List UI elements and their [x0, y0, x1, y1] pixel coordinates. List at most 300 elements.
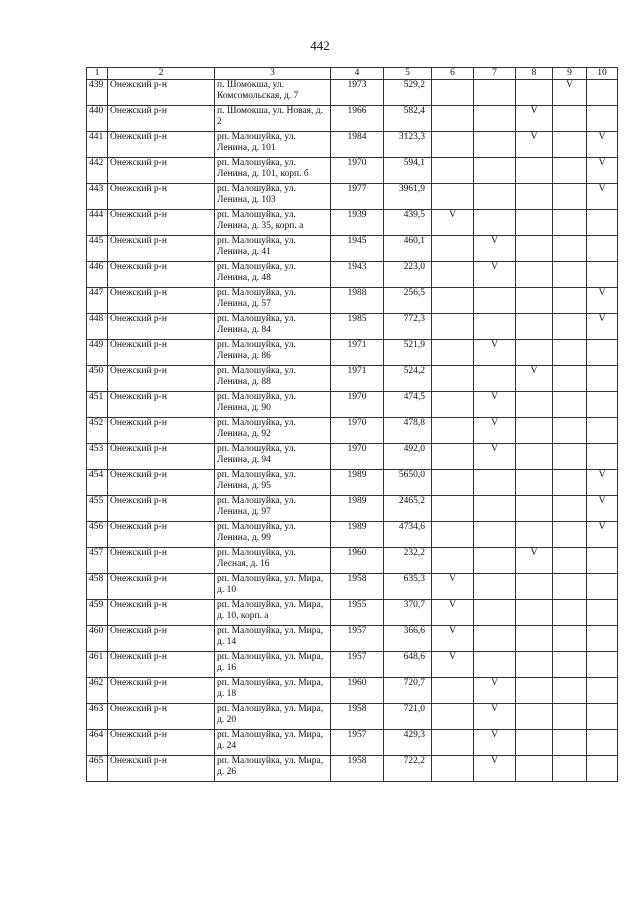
row-number: 448 — [87, 314, 108, 340]
table-row — [87, 418, 618, 444]
mark-cell-9 — [553, 574, 587, 600]
year-cell: 1984 — [331, 132, 384, 158]
table-row — [87, 756, 618, 782]
mark-cell-10: V — [587, 288, 618, 314]
address-cell: рп. Малошуйка, ул. Ленина, д. 88 — [215, 366, 331, 392]
year-cell: 1970 — [331, 392, 384, 418]
mark-cell-6: V — [432, 600, 474, 626]
table-row — [87, 106, 618, 132]
mark-cell-8 — [516, 288, 553, 314]
address-cell: п. Шомокша, ул. Комсомольская, д. 7 — [215, 80, 331, 106]
mark-cell-8 — [516, 444, 553, 470]
mark-cell-9 — [553, 106, 587, 132]
mark-cell-8 — [516, 496, 553, 522]
column-header-1: 1 — [87, 68, 108, 80]
year-cell: 1973 — [331, 80, 384, 106]
mark-cell-9 — [553, 210, 587, 236]
address-cell: рп. Малошуйка, ул. Ленина, д. 35, корп. а — [215, 210, 331, 236]
mark-cell-9 — [553, 756, 587, 782]
mark-cell-9 — [553, 158, 587, 184]
mark-cell-8 — [516, 522, 553, 548]
area-cell: 524,2 — [384, 366, 432, 392]
district-cell: Онежский р-н — [108, 626, 215, 652]
year-cell: 1970 — [331, 158, 384, 184]
mark-cell-8 — [516, 470, 553, 496]
table-row — [87, 730, 618, 756]
row-number: 459 — [87, 600, 108, 626]
mark-cell-8 — [516, 704, 553, 730]
mark-cell-8 — [516, 314, 553, 340]
row-number: 457 — [87, 548, 108, 574]
year-cell: 1958 — [331, 574, 384, 600]
mark-cell-6 — [432, 756, 474, 782]
address-cell: рп. Малошуйка, ул. Мира, д. 16 — [215, 652, 331, 678]
column-header-4: 4 — [331, 68, 384, 80]
mark-cell-7 — [474, 184, 516, 210]
district-cell: Онежский р-н — [108, 652, 215, 678]
mark-cell-10 — [587, 626, 618, 652]
table-row — [87, 210, 618, 236]
mark-cell-8 — [516, 652, 553, 678]
mark-cell-9 — [553, 132, 587, 158]
district-cell: Онежский р-н — [108, 236, 215, 262]
table-header — [87, 68, 618, 80]
mark-cell-8: V — [516, 106, 553, 132]
address-cell: рп. Малошуйка, ул. Мира, д. 24 — [215, 730, 331, 756]
mark-cell-7 — [474, 314, 516, 340]
district-cell: Онежский р-н — [108, 262, 215, 288]
area-cell: 4734,6 — [384, 522, 432, 548]
address-cell: рп. Малошуйка, ул. Ленина, д. 48 — [215, 262, 331, 288]
district-cell: Онежский р-н — [108, 522, 215, 548]
year-cell: 1957 — [331, 626, 384, 652]
row-number: 453 — [87, 444, 108, 470]
mark-cell-10: V — [587, 522, 618, 548]
district-cell: Онежский р-н — [108, 184, 215, 210]
address-cell: рп. Малошуйка, ул. Ленина, д. 103 — [215, 184, 331, 210]
mark-cell-7 — [474, 210, 516, 236]
area-cell: 648,6 — [384, 652, 432, 678]
mark-cell-6 — [432, 730, 474, 756]
year-cell: 1945 — [331, 236, 384, 262]
table-row — [87, 314, 618, 340]
district-cell: Онежский р-н — [108, 366, 215, 392]
mark-cell-10 — [587, 262, 618, 288]
year-cell: 1960 — [331, 548, 384, 574]
mark-cell-8: V — [516, 132, 553, 158]
mark-cell-7 — [474, 652, 516, 678]
row-number: 447 — [87, 288, 108, 314]
mark-cell-6 — [432, 678, 474, 704]
mark-cell-9 — [553, 652, 587, 678]
table-row — [87, 288, 618, 314]
mark-cell-7 — [474, 80, 516, 106]
mark-cell-7 — [474, 574, 516, 600]
address-cell: рп. Малошуйка, ул. Мира, д. 20 — [215, 704, 331, 730]
row-number: 450 — [87, 366, 108, 392]
row-number: 449 — [87, 340, 108, 366]
district-cell: Онежский р-н — [108, 704, 215, 730]
mark-cell-7 — [474, 522, 516, 548]
mark-cell-7: V — [474, 418, 516, 444]
mark-cell-6 — [432, 548, 474, 574]
mark-cell-6 — [432, 236, 474, 262]
mark-cell-8 — [516, 678, 553, 704]
mark-cell-6 — [432, 80, 474, 106]
mark-cell-9 — [553, 392, 587, 418]
district-cell: Онежский р-н — [108, 106, 215, 132]
row-number: 446 — [87, 262, 108, 288]
mark-cell-10 — [587, 106, 618, 132]
mark-cell-9 — [553, 730, 587, 756]
mark-cell-6 — [432, 392, 474, 418]
year-cell: 1943 — [331, 262, 384, 288]
mark-cell-9 — [553, 626, 587, 652]
address-cell: рп. Малошуйка, ул. Ленина, д. 101 — [215, 132, 331, 158]
mark-cell-7 — [474, 470, 516, 496]
address-cell: рп. Малошуйка, ул. Мира, д. 10 — [215, 574, 331, 600]
year-cell: 1989 — [331, 522, 384, 548]
year-cell: 1971 — [331, 340, 384, 366]
area-cell: 721,0 — [384, 704, 432, 730]
column-header-9: 9 — [553, 68, 587, 80]
mark-cell-8 — [516, 756, 553, 782]
mark-cell-9 — [553, 522, 587, 548]
column-header-2: 2 — [108, 68, 215, 80]
address-cell: п. Шомокша, ул. Новая, д. 2 — [215, 106, 331, 132]
year-cell: 1939 — [331, 210, 384, 236]
mark-cell-8 — [516, 418, 553, 444]
row-number: 441 — [87, 132, 108, 158]
mark-cell-8 — [516, 236, 553, 262]
row-number: 456 — [87, 522, 108, 548]
mark-cell-10 — [587, 366, 618, 392]
district-cell: Онежский р-н — [108, 392, 215, 418]
mark-cell-10 — [587, 678, 618, 704]
district-cell: Онежский р-н — [108, 288, 215, 314]
mark-cell-10 — [587, 210, 618, 236]
row-number: 440 — [87, 106, 108, 132]
mark-cell-7: V — [474, 262, 516, 288]
year-cell: 1971 — [331, 366, 384, 392]
table-row — [87, 574, 618, 600]
mark-cell-7: V — [474, 730, 516, 756]
mark-cell-9 — [553, 314, 587, 340]
table-row — [87, 652, 618, 678]
mark-cell-6 — [432, 418, 474, 444]
row-number: 458 — [87, 574, 108, 600]
mark-cell-6 — [432, 132, 474, 158]
mark-cell-10 — [587, 756, 618, 782]
mark-cell-6: V — [432, 210, 474, 236]
column-header-10: 10 — [587, 68, 618, 80]
mark-cell-9 — [553, 340, 587, 366]
mark-cell-10 — [587, 392, 618, 418]
district-cell: Онежский р-н — [108, 574, 215, 600]
mark-cell-6 — [432, 366, 474, 392]
table-row — [87, 470, 618, 496]
table-row — [87, 704, 618, 730]
mark-cell-10: V — [587, 132, 618, 158]
area-cell: 370,7 — [384, 600, 432, 626]
year-cell: 1977 — [331, 184, 384, 210]
mark-cell-10 — [587, 340, 618, 366]
column-header-5: 5 — [384, 68, 432, 80]
year-cell: 1970 — [331, 444, 384, 470]
row-number: 442 — [87, 158, 108, 184]
address-cell: рп. Малошуйка, ул. Ленина, д. 86 — [215, 340, 331, 366]
mark-cell-10: V — [587, 496, 618, 522]
mark-cell-9 — [553, 470, 587, 496]
row-number: 464 — [87, 730, 108, 756]
area-cell: 478,8 — [384, 418, 432, 444]
mark-cell-8 — [516, 340, 553, 366]
district-cell: Онежский р-н — [108, 314, 215, 340]
row-number: 439 — [87, 80, 108, 106]
mark-cell-8 — [516, 730, 553, 756]
address-cell: рп. Малошуйка, ул. Мира, д. 26 — [215, 756, 331, 782]
row-number: 445 — [87, 236, 108, 262]
row-number: 460 — [87, 626, 108, 652]
mark-cell-7 — [474, 496, 516, 522]
table-row — [87, 678, 618, 704]
table-row — [87, 444, 618, 470]
area-cell: 521,9 — [384, 340, 432, 366]
mark-cell-8 — [516, 80, 553, 106]
area-cell: 366,6 — [384, 626, 432, 652]
area-cell: 635,3 — [384, 574, 432, 600]
mark-cell-10: V — [587, 470, 618, 496]
district-cell: Онежский р-н — [108, 158, 215, 184]
year-cell: 1957 — [331, 730, 384, 756]
mark-cell-7 — [474, 288, 516, 314]
table-row — [87, 366, 618, 392]
mark-cell-6 — [432, 444, 474, 470]
row-number: 452 — [87, 418, 108, 444]
address-cell: рп. Малошуйка, ул. Мира, д. 18 — [215, 678, 331, 704]
year-cell: 1957 — [331, 652, 384, 678]
mark-cell-10 — [587, 730, 618, 756]
mark-cell-9 — [553, 548, 587, 574]
housing-table — [86, 67, 618, 782]
mark-cell-8 — [516, 158, 553, 184]
header-row — [87, 68, 618, 80]
district-cell: Онежский р-н — [108, 444, 215, 470]
district-cell: Онежский р-н — [108, 678, 215, 704]
table-row — [87, 392, 618, 418]
district-cell: Онежский р-н — [108, 80, 215, 106]
mark-cell-7 — [474, 626, 516, 652]
address-cell: рп. Малошуйка, ул. Ленина, д. 92 — [215, 418, 331, 444]
year-cell: 1958 — [331, 756, 384, 782]
mark-cell-9 — [553, 678, 587, 704]
district-cell: Онежский р-н — [108, 756, 215, 782]
area-cell: 722,2 — [384, 756, 432, 782]
mark-cell-10 — [587, 444, 618, 470]
mark-cell-9 — [553, 366, 587, 392]
year-cell: 1970 — [331, 418, 384, 444]
mark-cell-9 — [553, 444, 587, 470]
address-cell: рп. Малошуйка, ул. Ленина, д. 90 — [215, 392, 331, 418]
mark-cell-8 — [516, 262, 553, 288]
row-number: 455 — [87, 496, 108, 522]
year-cell: 1985 — [331, 314, 384, 340]
area-cell: 429,3 — [384, 730, 432, 756]
mark-cell-10 — [587, 652, 618, 678]
row-number: 462 — [87, 678, 108, 704]
address-cell: рп. Малошуйка, ул. Ленина, д. 95 — [215, 470, 331, 496]
mark-cell-10: V — [587, 158, 618, 184]
mark-cell-10 — [587, 236, 618, 262]
mark-cell-9 — [553, 496, 587, 522]
mark-cell-6: V — [432, 652, 474, 678]
area-cell: 460,1 — [384, 236, 432, 262]
mark-cell-6 — [432, 262, 474, 288]
mark-cell-9 — [553, 418, 587, 444]
mark-cell-7: V — [474, 392, 516, 418]
mark-cell-10 — [587, 418, 618, 444]
area-cell: 594,1 — [384, 158, 432, 184]
district-cell: Онежский р-н — [108, 496, 215, 522]
district-cell: Онежский р-н — [108, 418, 215, 444]
mark-cell-7: V — [474, 236, 516, 262]
table-row — [87, 626, 618, 652]
table-row — [87, 158, 618, 184]
area-cell: 720,7 — [384, 678, 432, 704]
year-cell: 1958 — [331, 704, 384, 730]
column-header-3: 3 — [215, 68, 331, 80]
table-row — [87, 496, 618, 522]
mark-cell-6 — [432, 704, 474, 730]
year-cell: 1988 — [331, 288, 384, 314]
mark-cell-7 — [474, 600, 516, 626]
district-cell: Онежский р-н — [108, 548, 215, 574]
row-number: 451 — [87, 392, 108, 418]
row-number: 454 — [87, 470, 108, 496]
address-cell: рп. Малошуйка, ул. Лесная, д. 16 — [215, 548, 331, 574]
mark-cell-6 — [432, 340, 474, 366]
mark-cell-9 — [553, 262, 587, 288]
mark-cell-8 — [516, 210, 553, 236]
mark-cell-8 — [516, 574, 553, 600]
district-cell: Онежский р-н — [108, 730, 215, 756]
table-row — [87, 80, 618, 106]
year-cell: 1960 — [331, 678, 384, 704]
mark-cell-7: V — [474, 678, 516, 704]
table-row — [87, 600, 618, 626]
mark-cell-7 — [474, 548, 516, 574]
mark-cell-8: V — [516, 548, 553, 574]
mark-cell-9 — [553, 236, 587, 262]
mark-cell-7: V — [474, 340, 516, 366]
mark-cell-10 — [587, 548, 618, 574]
mark-cell-10 — [587, 574, 618, 600]
area-cell: 5650,0 — [384, 470, 432, 496]
mark-cell-7 — [474, 158, 516, 184]
table-row — [87, 184, 618, 210]
mark-cell-10 — [587, 600, 618, 626]
year-cell: 1955 — [331, 600, 384, 626]
mark-cell-8 — [516, 600, 553, 626]
year-cell: 1966 — [331, 106, 384, 132]
area-cell: 223,0 — [384, 262, 432, 288]
table-row — [87, 340, 618, 366]
address-cell: рп. Малошуйка, ул. Ленина, д. 97 — [215, 496, 331, 522]
row-number: 463 — [87, 704, 108, 730]
district-cell: Онежский р-н — [108, 600, 215, 626]
table-row — [87, 522, 618, 548]
address-cell: рп. Малошуйка, ул. Мира, д. 14 — [215, 626, 331, 652]
mark-cell-8 — [516, 392, 553, 418]
area-cell: 2465,2 — [384, 496, 432, 522]
area-cell: 582,4 — [384, 106, 432, 132]
mark-cell-6: V — [432, 626, 474, 652]
address-cell: рп. Малошуйка, ул. Мира, д. 10, корп. а — [215, 600, 331, 626]
area-cell: 474,5 — [384, 392, 432, 418]
mark-cell-10: V — [587, 184, 618, 210]
row-number: 461 — [87, 652, 108, 678]
area-cell: 232,2 — [384, 548, 432, 574]
address-cell: рп. Малошуйка, ул. Ленина, д. 57 — [215, 288, 331, 314]
area-cell: 529,2 — [384, 80, 432, 106]
table-row — [87, 262, 618, 288]
area-cell: 3961,9 — [384, 184, 432, 210]
mark-cell-8 — [516, 184, 553, 210]
mark-cell-6 — [432, 314, 474, 340]
area-cell: 3123,3 — [384, 132, 432, 158]
mark-cell-6 — [432, 522, 474, 548]
table-row — [87, 548, 618, 574]
mark-cell-6: V — [432, 574, 474, 600]
mark-cell-9: V — [553, 80, 587, 106]
address-cell: рп. Малошуйка, ул. Ленина, д. 84 — [215, 314, 331, 340]
mark-cell-7 — [474, 106, 516, 132]
table-body — [87, 80, 618, 782]
mark-cell-10 — [587, 704, 618, 730]
district-cell: Онежский р-н — [108, 132, 215, 158]
mark-cell-9 — [553, 600, 587, 626]
table-row — [87, 236, 618, 262]
row-number: 465 — [87, 756, 108, 782]
mark-cell-9 — [553, 288, 587, 314]
mark-cell-6 — [432, 288, 474, 314]
mark-cell-7 — [474, 132, 516, 158]
address-cell: рп. Малошуйка, ул. Ленина, д. 41 — [215, 236, 331, 262]
mark-cell-6 — [432, 158, 474, 184]
table-row — [87, 132, 618, 158]
column-header-7: 7 — [474, 68, 516, 80]
column-header-6: 6 — [432, 68, 474, 80]
mark-cell-7: V — [474, 444, 516, 470]
area-cell: 256,5 — [384, 288, 432, 314]
mark-cell-8: V — [516, 366, 553, 392]
mark-cell-6 — [432, 470, 474, 496]
row-number: 444 — [87, 210, 108, 236]
row-number: 443 — [87, 184, 108, 210]
mark-cell-9 — [553, 184, 587, 210]
area-cell: 492,0 — [384, 444, 432, 470]
address-cell: рп. Малошуйка, ул. Ленина, д. 101, корп. б — [215, 158, 331, 184]
address-cell: рп. Малошуйка, ул. Ленина, д. 94 — [215, 444, 331, 470]
column-header-8: 8 — [516, 68, 553, 80]
mark-cell-6 — [432, 496, 474, 522]
area-cell: 772,3 — [384, 314, 432, 340]
mark-cell-7: V — [474, 704, 516, 730]
year-cell: 1989 — [331, 470, 384, 496]
district-cell: Онежский р-н — [108, 210, 215, 236]
address-cell: рп. Малошуйка, ул. Ленина, д. 99 — [215, 522, 331, 548]
area-cell: 439,5 — [384, 210, 432, 236]
